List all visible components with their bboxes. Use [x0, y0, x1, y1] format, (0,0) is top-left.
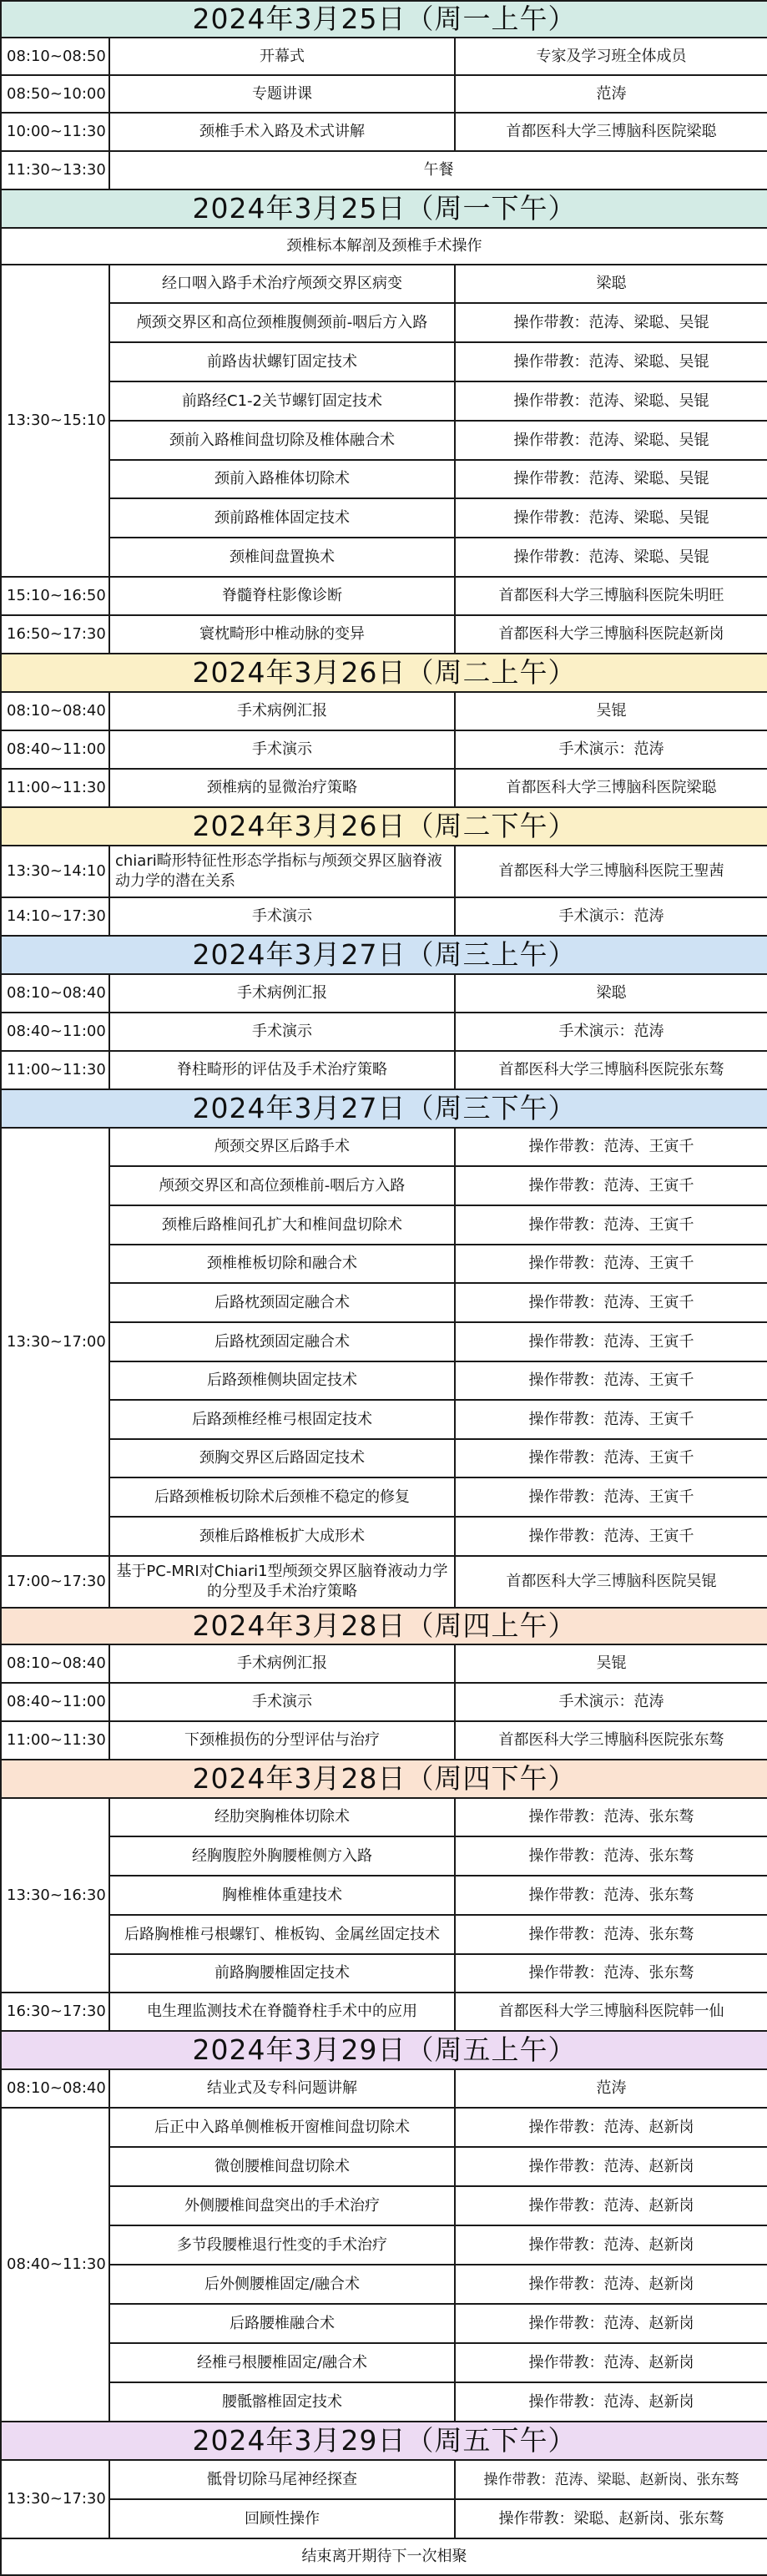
topic-cell: 经椎弓根腰椎固定/融合术	[109, 2343, 455, 2382]
schedule-row	[1, 2304, 767, 2343]
topic-cell: 手术演示	[109, 1013, 455, 1051]
topic-cell: 颈前路椎体固定技术	[109, 498, 455, 538]
speaker-cell: 首都医科大学三博脑科医院张东骜	[455, 1721, 767, 1760]
topic-cell: 颈椎间盘置换术	[109, 538, 455, 577]
topic-cell: 寰枕畸形中椎动脉的变异	[109, 615, 455, 654]
topic-cell: 经口咽入路手术治疗颅颈交界区病变	[109, 265, 455, 303]
schedule-row	[1, 342, 767, 381]
schedule-row	[1, 692, 767, 730]
topic-cell: 颅颈交界区和高位颈椎腹侧颈前-咽后方入路	[109, 303, 455, 342]
closing-row	[1, 2538, 767, 2575]
schedule-row	[1, 421, 767, 460]
schedule-row	[1, 2499, 767, 2538]
day-header-title: 2024年3月26日（周二上午）	[1, 654, 767, 692]
schedule-row	[1, 1361, 767, 1400]
day-header-title: 2024年3月28日（周四上午）	[1, 1608, 767, 1644]
speaker-cell: 范涛	[455, 75, 767, 113]
time-cell: 08:10~08:40	[1, 692, 109, 730]
topic-cell: 前路齿状螺钉固定技术	[109, 342, 455, 381]
schedule-row	[1, 769, 767, 807]
time-cell: 08:10~08:40	[1, 974, 109, 1013]
speaker-cell: 操作带教：范涛、梁聪、吴锟	[455, 421, 767, 460]
schedule-row	[1, 1798, 767, 1836]
topic-cell: 后路颈椎经椎弓根固定技术	[109, 1400, 455, 1439]
topic-cell: 外侧腰椎间盘突出的手术治疗	[109, 2186, 455, 2225]
topic-cell: 后路胸椎椎弓根螺钉、椎板钩、金属丝固定技术	[109, 1915, 455, 1954]
schedule-row	[1, 1013, 767, 1051]
topic-cell: 后路颈椎板切除术后颈椎不稳定的修复	[109, 1477, 455, 1517]
time-cell: 15:10~16:50	[1, 577, 109, 615]
topic-cell: 下颈椎损伤的分型评估与治疗	[109, 1721, 455, 1760]
schedule-row	[1, 1721, 767, 1760]
schedule-row	[1, 1954, 767, 1993]
speaker-cell: 操作带教：范涛、张东骜	[455, 1915, 767, 1954]
topic-cell: 后路腰椎融合术	[109, 2304, 455, 2343]
speaker-cell: 手术演示：范涛	[455, 730, 767, 769]
day-header	[1, 1089, 767, 1128]
schedule-row	[1, 1644, 767, 1683]
day-header-title: 2024年3月29日（周五上午）	[1, 2031, 767, 2069]
speaker-cell: 操作带教：范涛、梁聪、吴锟	[455, 460, 767, 498]
topic-cell: 颈椎后路椎间孔扩大和椎间盘切除术	[109, 1205, 455, 1245]
schedule-row	[1, 2069, 767, 2108]
topic-cell: 颈椎后路椎板扩大成形术	[109, 1517, 455, 1556]
speaker-cell: 操作带教：范涛、王寅千	[455, 1322, 767, 1361]
speaker-cell: 首都医科大学三博脑科医院梁聪	[455, 769, 767, 807]
speaker-cell: 操作带教：范涛、赵新岗	[455, 2225, 767, 2265]
topic-cell: 手术演示	[109, 1683, 455, 1721]
time-cell: 13:30~14:10	[1, 846, 109, 897]
speaker-cell: 范涛	[455, 2069, 767, 2108]
topic-cell: 手术演示	[109, 897, 455, 936]
time-cell: 08:10~08:50	[1, 38, 109, 75]
topic-cell: 午餐	[109, 151, 767, 189]
speaker-cell: 操作带教：范涛、张东骜	[455, 1954, 767, 1993]
schedule-row	[1, 265, 767, 303]
day-header-title: 2024年3月27日（周三上午）	[1, 936, 767, 974]
day-header	[1, 1760, 767, 1798]
day-header	[1, 2031, 767, 2069]
schedule-row	[1, 538, 767, 577]
day-header-title: 2024年3月29日（周五下午）	[1, 2422, 767, 2460]
topic-cell: 脊柱畸形的评估及手术治疗策略	[109, 1051, 455, 1089]
topic-cell: 后外侧腰椎固定/融合术	[109, 2265, 455, 2304]
speaker-cell: 吴锟	[455, 1644, 767, 1683]
speaker-cell: 操作带教：范涛、梁聪、吴锟	[455, 303, 767, 342]
speaker-cell: 操作带教：范涛、王寅千	[455, 1128, 767, 1166]
time-cell: 16:50~17:30	[1, 615, 109, 654]
topic-cell: 颈椎手术入路及术式讲解	[109, 113, 455, 151]
speaker-cell: 梁聪	[455, 974, 767, 1013]
schedule-row	[1, 303, 767, 342]
schedule-row	[1, 113, 767, 151]
speaker-cell: 首都医科大学三博脑科医院梁聪	[455, 113, 767, 151]
topic-cell: 微创腰椎间盘切除术	[109, 2147, 455, 2186]
schedule-row	[1, 460, 767, 498]
topic-cell: 电生理监测技术在脊髓脊柱手术中的应用	[109, 1993, 455, 2031]
topic-cell: 手术病例汇报	[109, 974, 455, 1013]
topic-cell: 经肋突胸椎体切除术	[109, 1798, 455, 1836]
time-cell: 10:00~11:30	[1, 113, 109, 151]
day-header	[1, 654, 767, 692]
speaker-cell: 操作带教：范涛、王寅千	[455, 1166, 767, 1205]
time-cell: 08:40~11:00	[1, 1683, 109, 1721]
time-cell: 08:40~11:00	[1, 1013, 109, 1051]
day-header	[1, 807, 767, 846]
speaker-cell: 操作带教：范涛、张东骜	[455, 1876, 767, 1915]
topic-cell: 基于PC-MRI对Chiari1型颅颈交界区脑脊液动力学的分型及手术治疗策略	[109, 1556, 455, 1608]
schedule-row	[1, 730, 767, 769]
day-header	[1, 189, 767, 228]
schedule-row	[1, 1128, 767, 1166]
speaker-cell: 操作带教：范涛、梁聪、吴锟	[455, 381, 767, 421]
speaker-cell: 操作带教：范涛、赵新岗	[455, 2265, 767, 2304]
speaker-cell: 操作带教：范涛、梁聪、吴锟	[455, 498, 767, 538]
topic-cell: 后路枕颈固定融合术	[109, 1322, 455, 1361]
schedule-row	[1, 1051, 767, 1089]
speaker-cell: 手术演示：范涛	[455, 1683, 767, 1721]
time-cell: 08:40~11:30	[1, 2108, 109, 2422]
schedule-row	[1, 1915, 767, 1954]
topic-cell: 经胸腹腔外胸腰椎侧方入路	[109, 1836, 455, 1876]
schedule-row	[1, 1517, 767, 1556]
speaker-cell: 操作带教：范涛、梁聪、吴锟	[455, 538, 767, 577]
speaker-cell: 手术演示：范涛	[455, 1013, 767, 1051]
time-cell: 13:30~15:10	[1, 265, 109, 577]
day-header-title: 2024年3月28日（周四下午）	[1, 1760, 767, 1798]
day-header	[1, 1, 767, 38]
time-cell: 08:50~10:00	[1, 75, 109, 113]
speaker-cell: 操作带教：范涛、赵新岗	[455, 2304, 767, 2343]
day-header-title: 2024年3月26日（周二下午）	[1, 807, 767, 846]
topic-cell: 结业式及专科问题讲解	[109, 2069, 455, 2108]
schedule-row	[1, 1836, 767, 1876]
schedule-row	[1, 897, 767, 936]
schedule-row	[1, 846, 767, 897]
speaker-cell: 操作带教：范涛、王寅千	[455, 1361, 767, 1400]
speaker-cell: 操作带教：范涛、赵新岗	[455, 2108, 767, 2147]
speaker-cell: 操作带教：范涛、赵新岗	[455, 2382, 767, 2422]
schedule-row	[1, 1205, 767, 1245]
speaker-cell: 操作带教：范涛、张东骜	[455, 1836, 767, 1876]
schedule-row	[1, 1400, 767, 1439]
topic-cell: 前路胸腰椎固定技术	[109, 1954, 455, 1993]
topic-cell: 脊髓脊柱影像诊断	[109, 577, 455, 615]
time-cell: 11:30~13:30	[1, 151, 109, 189]
time-cell: 14:10~17:30	[1, 897, 109, 936]
time-cell: 17:00~17:30	[1, 1556, 109, 1608]
schedule-row	[1, 381, 767, 421]
topic-cell: 后路颈椎侧块固定技术	[109, 1361, 455, 1400]
schedule-row	[1, 974, 767, 1013]
time-cell: 13:30~17:00	[1, 1128, 109, 1556]
topic-cell: 颈椎椎板切除和融合术	[109, 1245, 455, 1283]
topic-cell: 后正中入路单侧椎板开窗椎间盘切除术	[109, 2108, 455, 2147]
topic-cell: 腰骶髂椎固定技术	[109, 2382, 455, 2422]
topic-cell: 开幕式	[109, 38, 455, 75]
time-cell: 11:00~11:30	[1, 1721, 109, 1760]
topic-cell: 后路枕颈固定融合术	[109, 1283, 455, 1322]
speaker-cell: 首都医科大学三博脑科医院王聖茜	[455, 846, 767, 897]
schedule-row	[1, 1166, 767, 1205]
speaker-cell: 操作带教：范涛、赵新岗	[455, 2343, 767, 2382]
day-header	[1, 936, 767, 974]
speaker-cell: 专家及学习班全体成员	[455, 38, 767, 75]
speaker-cell: 首都医科大学三博脑科医院张东骜	[455, 1051, 767, 1089]
time-cell: 13:30~16:30	[1, 1798, 109, 1993]
speaker-cell: 操作带教：范涛、王寅千	[455, 1283, 767, 1322]
speaker-cell: 首都医科大学三博脑科医院吴锟	[455, 1556, 767, 1608]
schedule-row	[1, 151, 767, 189]
time-cell: 13:30~17:30	[1, 2460, 109, 2538]
speaker-cell: 操作带教：范涛、王寅千	[455, 1205, 767, 1245]
topic-cell: 颈胸交界区后路固定技术	[109, 1439, 455, 1477]
schedule-row	[1, 2225, 767, 2265]
speaker-cell: 操作带教：范涛、王寅千	[455, 1517, 767, 1556]
topic-cell: 前路经C1-2关节螺钉固定技术	[109, 381, 455, 421]
schedule-row	[1, 2265, 767, 2304]
topic-cell: 手术演示	[109, 730, 455, 769]
topic-cell: 颈椎病的显微治疗策略	[109, 769, 455, 807]
schedule-row	[1, 1283, 767, 1322]
speaker-cell: 操作带教：范涛、赵新岗	[455, 2147, 767, 2186]
speaker-cell: 首都医科大学三博脑科医院韩一仙	[455, 1993, 767, 2031]
topic-cell: 回顾性操作	[109, 2499, 455, 2538]
section-title-row	[1, 228, 767, 265]
schedule-row	[1, 1439, 767, 1477]
day-header	[1, 1608, 767, 1644]
speaker-cell: 操作带教：范涛、赵新岗	[455, 2186, 767, 2225]
schedule-row	[1, 2343, 767, 2382]
closing-text: 结束离开期待下一次相聚	[1, 2538, 767, 2575]
schedule-row	[1, 1477, 767, 1517]
topic-cell: chiari畸形特征性形态学指标与颅颈交界区脑脊液动力学的潜在关系	[109, 846, 455, 897]
schedule-row	[1, 615, 767, 654]
time-cell: 11:00~11:30	[1, 1051, 109, 1089]
topic-cell: 多节段腰椎退行性变的手术治疗	[109, 2225, 455, 2265]
section-title: 颈椎标本解剖及颈椎手术操作	[1, 228, 767, 265]
topic-cell: 颅颈交界区和高位颈椎前-咽后方入路	[109, 1166, 455, 1205]
time-cell: 11:00~11:30	[1, 769, 109, 807]
speaker-cell: 首都医科大学三博脑科医院赵新岗	[455, 615, 767, 654]
time-cell: 08:10~08:40	[1, 1644, 109, 1683]
time-cell: 16:30~17:30	[1, 1993, 109, 2031]
schedule-row	[1, 2382, 767, 2422]
schedule-row	[1, 1556, 767, 1608]
schedule-row	[1, 38, 767, 75]
time-cell: 08:40~11:00	[1, 730, 109, 769]
speaker-cell: 操作带教：范涛、梁聪、赵新岗、张东骜	[455, 2460, 767, 2499]
topic-cell: 手术病例汇报	[109, 692, 455, 730]
speaker-cell: 操作带教：范涛、王寅千	[455, 1400, 767, 1439]
speaker-cell: 手术演示：范涛	[455, 897, 767, 936]
schedule-row	[1, 1245, 767, 1283]
schedule-row	[1, 2147, 767, 2186]
topic-cell: 手术病例汇报	[109, 1644, 455, 1683]
schedule-row	[1, 1322, 767, 1361]
schedule-row	[1, 577, 767, 615]
speaker-cell: 首都医科大学三博脑科医院朱明旺	[455, 577, 767, 615]
speaker-cell: 吴锟	[455, 692, 767, 730]
topic-cell: 胸椎椎体重建技术	[109, 1876, 455, 1915]
schedule-row	[1, 2108, 767, 2147]
speaker-cell: 操作带教：梁聪、赵新岗、张东骜	[455, 2499, 767, 2538]
topic-cell: 颈前入路椎间盘切除及椎体融合术	[109, 421, 455, 460]
speaker-cell: 操作带教：范涛、梁聪、吴锟	[455, 342, 767, 381]
speaker-cell: 操作带教：范涛、王寅千	[455, 1477, 767, 1517]
schedule-row	[1, 75, 767, 113]
schedule-row	[1, 1683, 767, 1721]
day-header-title: 2024年3月25日（周一下午）	[1, 189, 767, 228]
day-header-title: 2024年3月27日（周三下午）	[1, 1089, 767, 1128]
schedule-row	[1, 498, 767, 538]
schedule-row	[1, 1876, 767, 1915]
schedule-row	[1, 2186, 767, 2225]
schedule-row	[1, 1993, 767, 2031]
time-cell: 08:10~08:40	[1, 2069, 109, 2108]
speaker-cell: 操作带教：范涛、张东骜	[455, 1798, 767, 1836]
speaker-cell: 操作带教：范涛、王寅千	[455, 1439, 767, 1477]
speaker-cell: 操作带教：范涛、王寅千	[455, 1245, 767, 1283]
topic-cell: 专题讲课	[109, 75, 455, 113]
speaker-cell: 梁聪	[455, 265, 767, 303]
topic-cell: 骶骨切除马尾神经探查	[109, 2460, 455, 2499]
day-header	[1, 2422, 767, 2460]
day-header-title: 2024年3月25日（周一上午）	[1, 1, 767, 38]
topic-cell: 颈前入路椎体切除术	[109, 460, 455, 498]
topic-cell: 颅颈交界区后路手术	[109, 1128, 455, 1166]
schedule-row	[1, 2460, 767, 2499]
